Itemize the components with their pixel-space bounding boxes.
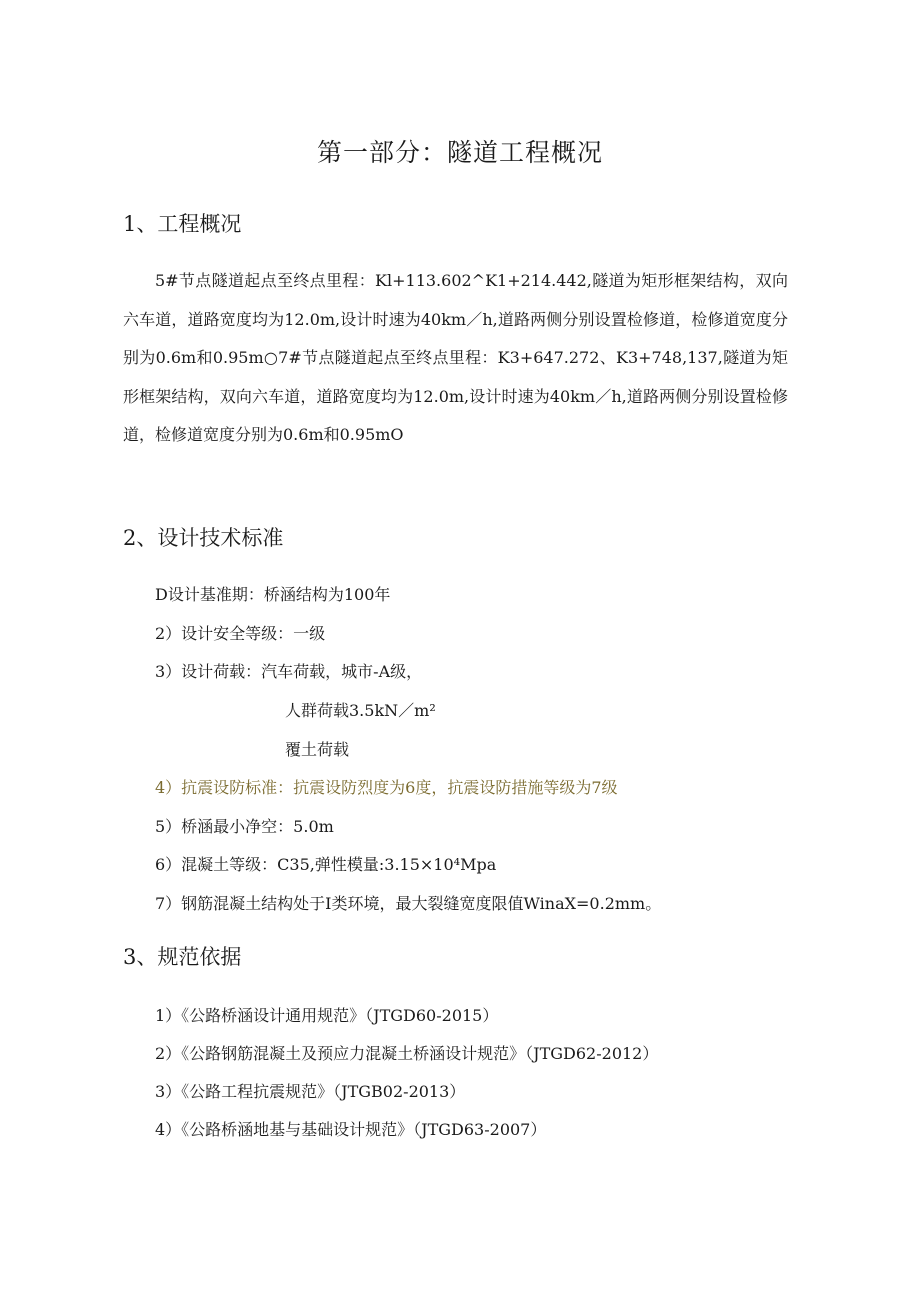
overview-paragraph: [123, 262, 788, 455]
document-title: 第一部分：隧道工程概况: [316, 138, 603, 167]
standard-item-2: 2）设计安全等级：一级: [155, 624, 326, 643]
reference-item-2: 2）《公路钢筋混凝土及预应力混凝土桥涵设计规范》（JTGD62-2012）: [155, 1044, 659, 1063]
reference-item-3: 3）《公路工程抗震规范》（JTGB02-2013）: [155, 1082, 466, 1101]
standard-item-1: D设计基准期：桥涵结构为100年: [155, 585, 391, 604]
standard-item-3-soil-load: 覆土荷载: [285, 740, 350, 759]
standard-item-4-seismic: 4）抗震设防标准：抗震设防烈度为6度，抗震设防措施等级为7级: [155, 778, 618, 797]
section-heading-references: 3、规范依据: [123, 945, 242, 969]
section-heading-standards: 2、设计技术标准: [123, 526, 284, 550]
standard-item-6: 6）混凝土等级：C35,弹性模量:3.15×10⁴Mpa: [155, 855, 497, 874]
reference-item-1: 1）《公路桥涵设计通用规范》（JTGD60-2015）: [155, 1006, 499, 1025]
reference-item-4: 4）《公路桥涵地基与基础设计规范》（JTGD63-2007）: [155, 1120, 547, 1139]
section-heading-overview: 1、工程概况: [123, 212, 242, 236]
overview-text: 5#节点隧道起点至终点里程：Kl+113.602^K1+214.442,隧道为矩形框架结构，双向六车道，道路宽度均为12.0m,设计时速为40km／h,道路两侧分别设置检修道，检修道宽度分别为0.6m和0.95m○7#节点隧道起点至终点里程：K3+647.272、K3+748,137,隧道为矩形框架结构，双向六车道，道路宽度均为12.0m,设计时速为40km／h,道路两侧分别设置检修道，检修道宽度分别为0.6m和0.95mO: [123, 271, 788, 445]
standard-item-7: 7）钢筋混凝土结构处于I类环境，最大裂缝宽度限值WinaX=0.2mm。: [155, 894, 662, 913]
standard-item-5: 5）桥涵最小净空：5.0m: [155, 817, 334, 836]
standard-item-3: 3）设计荷载：汽车荷载，城市-A级，: [155, 662, 423, 681]
standard-item-3-crowd-load: 人群荷载3.5kN／m²: [285, 701, 436, 720]
